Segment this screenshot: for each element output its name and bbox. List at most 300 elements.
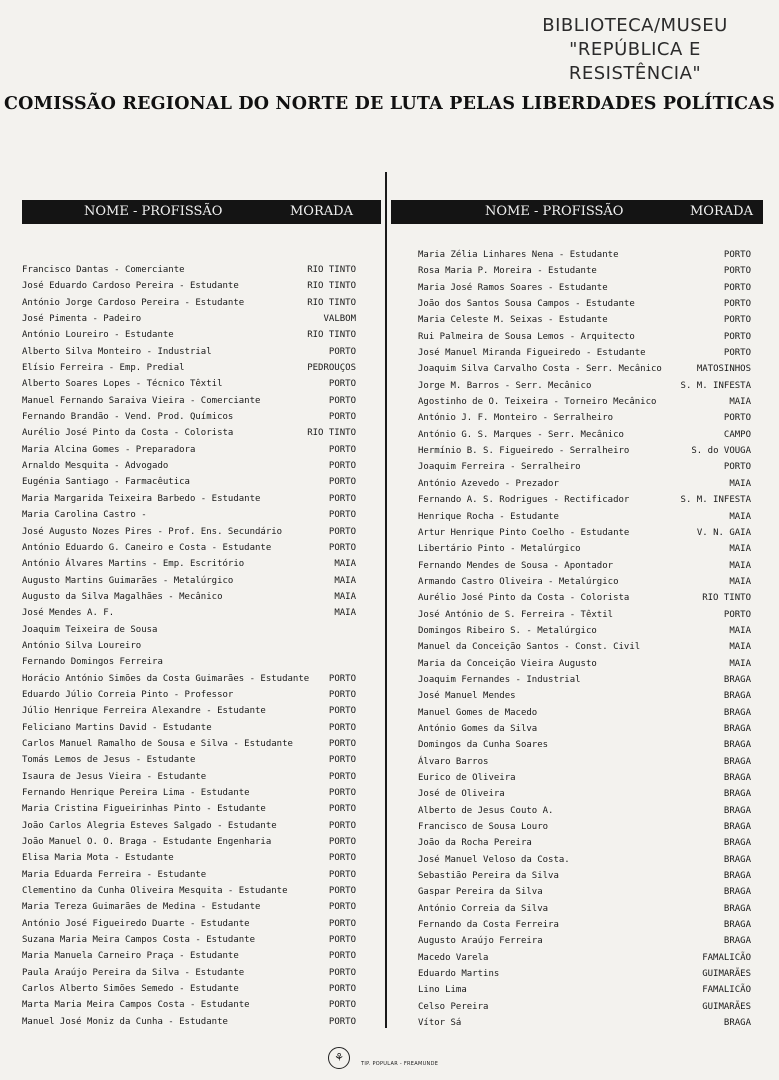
person-address: BRAGA [723, 723, 751, 734]
document-title: COMISSÃO REGIONAL DO NORTE DE LUTA PELAS LIBERDADES POLÍTICAS [4, 94, 775, 114]
person-name-profession: Maria Tereza Guimarães de Medina - Estudante [22, 902, 261, 913]
person-name-profession: Augusto da Silva Magalhães - Mecânico [22, 591, 223, 602]
person-name-profession: Maria Manuela Carneiro Praça - Estudante [22, 951, 239, 962]
list-item [22, 458, 356, 474]
person-name-profession: Agostinho de O. Teixeira - Torneiro Mecânico [418, 397, 657, 408]
list-item [418, 721, 751, 737]
person-name-profession: Manuel José Moniz da Cunha - Estudante [22, 1016, 228, 1027]
list-item [418, 884, 751, 900]
person-name-profession: Lino Lima [418, 985, 467, 996]
person-name-profession: Maria Alcina Gomes - Preparadora [22, 444, 196, 455]
person-name-profession: Manuel da Conceição Santos - Const. Civil [418, 642, 641, 653]
list-item [22, 605, 356, 621]
person-name-profession: Fernando A. S. Rodrigues - Rectificador [418, 495, 630, 506]
person-name-profession: António Azevedo - Prezador [418, 478, 559, 489]
person-address: PORTO [328, 902, 356, 913]
person-address: RIO TINTO [307, 330, 356, 341]
person-address: PORTO [723, 299, 751, 310]
list-item [22, 425, 356, 441]
list-item [418, 509, 751, 525]
person-name-profession: José Pimenta - Padeiro [22, 314, 142, 325]
list-item [418, 607, 751, 623]
list-item [418, 263, 751, 279]
person-address: BRAGA [723, 887, 751, 898]
list-item [418, 1015, 751, 1031]
person-address: PORTO [723, 266, 751, 277]
list-item [22, 622, 356, 638]
person-name-profession: Clementino da Cunha Oliveira Mesquita - Estudante [22, 886, 288, 897]
person-name-profession: Carlos Alberto Simões Semedo - Estudante [22, 984, 239, 995]
person-name-profession: António Silva Loureiro [22, 640, 142, 651]
person-address: PORTO [723, 413, 751, 424]
person-address: MAIA [334, 591, 356, 602]
person-name-profession: Suzana Maria Meira Campos Costa - Estudante [22, 935, 255, 946]
person-name-profession: Rosa Maria P. Moreira - Estudante [418, 266, 597, 277]
person-address: MAIA [729, 544, 751, 555]
person-name-profession: Manuel Gomes de Macedo [418, 707, 538, 718]
list-item [22, 491, 356, 507]
person-name-profession: José Manuel Mendes [418, 691, 516, 702]
list-item [22, 818, 356, 834]
person-address: MAIA [729, 397, 751, 408]
list-item [418, 803, 751, 819]
person-address: PORTO [328, 837, 356, 848]
list-item [22, 474, 356, 490]
person-address: PORTO [328, 771, 356, 782]
person-name-profession: Manuel Fernando Saraiva Vieira - Comerciante [22, 395, 261, 406]
person-address: BRAGA [723, 674, 751, 685]
person-name-profession: Joaquim Teixeira de Sousa [22, 624, 158, 635]
list-item [418, 427, 751, 443]
list-item [22, 507, 356, 523]
person-name-profession: António Correia da Silva [418, 903, 549, 914]
list-item [22, 409, 356, 425]
person-address: BRAGA [723, 854, 751, 865]
person-name-profession: António Loureiro - Estudante [22, 330, 174, 341]
list-item [418, 950, 751, 966]
person-address: RIO TINTO [307, 428, 356, 439]
person-name-profession: António Gomes da Silva [418, 723, 538, 734]
list-item [418, 459, 751, 475]
person-address: BRAGA [723, 773, 751, 783]
list-item [22, 376, 356, 392]
person-address: MAIA [729, 478, 751, 489]
list-item [418, 999, 751, 1015]
person-address: PORTO [723, 348, 751, 359]
person-address: MAIA [334, 559, 356, 570]
right-column-header [391, 200, 763, 224]
person-name-profession: Domingos da Cunha Soares [418, 740, 549, 751]
list-item [418, 312, 751, 328]
list-item [22, 883, 356, 899]
person-address: PORTO [723, 282, 751, 293]
person-name-profession: José António de S. Ferreira - Têxtil [418, 609, 614, 620]
person-name-profession: Joaquim Ferreira - Serralheiro [418, 462, 581, 473]
person-address: PEDROUÇOS [307, 363, 356, 374]
person-address: MATOSINHOS [696, 364, 751, 375]
list-item [22, 1014, 356, 1030]
list-item [418, 492, 751, 508]
list-item [418, 590, 751, 606]
person-address: PORTO [328, 984, 356, 995]
person-address: PORTO [328, 510, 356, 521]
person-address: GUIMARÃES [702, 969, 751, 980]
list-item [22, 344, 356, 360]
list-item [22, 932, 356, 948]
person-name-profession: António Eduardo G. Caneiro e Costa - Estudante [22, 542, 272, 553]
person-address: PORTO [328, 1000, 356, 1011]
person-name-profession: Hermínio B. S. Figueiredo - Serralheiro [418, 446, 630, 457]
person-address: PORTO [328, 1016, 356, 1027]
list-item [22, 769, 356, 785]
list-item [418, 329, 751, 345]
person-address: PORTO [328, 706, 356, 717]
person-name-profession: José de Oliveira [418, 789, 505, 800]
person-name-profession: Maria da Conceição Vieira Augusto [418, 658, 597, 669]
list-item [418, 982, 751, 998]
list-item [418, 754, 751, 770]
list-item [22, 638, 356, 654]
person-name-profession: Eduardo Júlio Correia Pinto - Professor [22, 689, 234, 700]
person-address: PORTO [328, 918, 356, 929]
person-name-profession: José Manuel Veloso da Costa. [418, 854, 570, 865]
person-address: PORTO [328, 951, 356, 962]
person-address: PORTO [723, 250, 751, 260]
person-name-profession: Joaquim Silva Carvalho Costa - Serr. Mecânico [418, 364, 662, 375]
person-name-profession: Francisco de Sousa Louro [418, 822, 549, 833]
person-address: RIO TINTO [307, 281, 356, 292]
person-name-profession: Álvaro Barros [418, 756, 489, 767]
person-address: BRAGA [723, 740, 751, 751]
person-name-profession: Gaspar Pereira da Silva [418, 887, 543, 898]
list-item [22, 850, 356, 866]
list-item [418, 378, 751, 394]
printer-logo-icon: ⚘ [328, 1047, 350, 1069]
person-name-profession: Maria Eduarda Ferreira - Estudante [22, 869, 207, 880]
person-address: V. N. GAIA [696, 527, 751, 538]
list-item [418, 770, 751, 786]
person-name-profession: João Carlos Alegria Esteves Salgado - Estudante [22, 820, 277, 831]
list-item [22, 948, 356, 964]
person-name-profession: Alberto Silva Monteiro - Industrial [22, 346, 212, 357]
person-address: MAIA [729, 560, 751, 571]
person-name-profession: Domingos Ribeiro S. - Metalúrgico [418, 625, 597, 636]
list-item [418, 868, 751, 884]
list-item [418, 656, 751, 672]
person-address: PORTO [328, 788, 356, 798]
person-name-profession: Tomás Lemos de Jesus - Estudante [22, 755, 196, 766]
library-stamp [505, 14, 765, 86]
person-address: PORTO [328, 935, 356, 946]
list-item [22, 671, 356, 687]
person-address: PORTO [723, 315, 751, 326]
address-heading: MORADA [290, 204, 353, 219]
list-item [22, 899, 356, 915]
list-item [22, 752, 356, 768]
person-name-profession: João Manuel O. O. Braga - Estudante Engenharia [22, 837, 272, 848]
person-address: MAIA [334, 608, 356, 619]
list-item [418, 296, 751, 312]
person-name-profession: Júlio Henrique Ferreira Alexandre - Estudante [22, 706, 266, 717]
list-item [22, 981, 356, 997]
list-item [22, 867, 356, 883]
person-name-profession: Eduardo Martins [418, 969, 500, 980]
list-item [22, 295, 356, 311]
person-address: MAIA [334, 575, 356, 586]
person-address: PORTO [328, 673, 356, 684]
person-name-profession: Arnaldo Mesquita - Advogado [22, 461, 169, 472]
person-address: PORTO [328, 526, 356, 537]
list-item [418, 933, 751, 949]
name-profession-heading: NOME - PROFISSÃO [485, 204, 624, 219]
person-name-profession: António Álvares Martins - Emp. Escritório [22, 559, 245, 570]
person-address: MAIA [729, 625, 751, 636]
list-item [418, 835, 751, 851]
list-item [418, 623, 751, 639]
person-address: PORTO [723, 331, 751, 342]
person-name-profession: Horácio António Simões da Costa Guimarães - Estudante [22, 673, 310, 684]
person-name-profession: Maria Celeste M. Seixas - Estudante [418, 315, 608, 326]
person-address: CAMPO [723, 429, 751, 440]
person-name-profession: Sebastião Pereira da Silva [418, 871, 559, 882]
list-item [22, 916, 356, 932]
person-address: PORTO [328, 477, 356, 488]
person-address: S. do VOUGA [691, 446, 751, 457]
printer-credit: TIP. POPULAR - FREAMUNDE [361, 1061, 439, 1067]
person-address: PORTO [328, 444, 356, 455]
person-name-profession: Fernando da Costa Ferreira [418, 920, 559, 931]
person-address: VALBOM [323, 314, 356, 325]
list-item [418, 966, 751, 982]
person-address: PORTO [328, 379, 356, 390]
person-address: PORTO [723, 462, 751, 473]
person-name-profession: António J. F. Monteiro - Serralheiro [418, 413, 614, 424]
person-name-profession: Aurélio José Pinto da Costa - Colorista [22, 428, 234, 439]
list-item [22, 720, 356, 736]
person-name-profession: Eugénia Santiago - Farmacêutica [22, 477, 190, 488]
person-address: BRAGA [723, 789, 751, 800]
person-address: PORTO [328, 804, 356, 815]
person-name-profession: Libertário Pinto - Metalúrgico [418, 544, 581, 555]
left-name-list [22, 262, 356, 1030]
list-item [22, 834, 356, 850]
person-name-profession: Henrique Rocha - Estudante [418, 511, 559, 522]
person-name-profession: Elísio Ferreira - Emp. Predial [22, 363, 185, 374]
person-address [352, 654, 356, 670]
stamp-line-1: BIBLIOTECA/MUSEU [542, 15, 728, 36]
person-address: FAMALICÃO [702, 952, 751, 963]
person-name-profession: Armando Castro Oliveira - Metalúrgico [418, 576, 619, 587]
person-address: PORTO [328, 853, 356, 864]
person-name-profession: Maria Zélia Linhares Nena - Estudante [418, 250, 619, 260]
person-address: GUIMARÃES [702, 1001, 751, 1012]
person-address: BRAGA [723, 871, 751, 882]
list-item [22, 573, 356, 589]
person-address: MAIA [729, 511, 751, 522]
list-item [22, 540, 356, 556]
person-name-profession: Vítor Sá [418, 1018, 462, 1029]
list-item [418, 917, 751, 933]
person-address: PORTO [328, 820, 356, 831]
person-address: BRAGA [723, 822, 751, 833]
person-name-profession: Alberto Soares Lopes - Técnico Têxtil [22, 379, 223, 390]
person-address: PORTO [328, 869, 356, 880]
name-profession-heading: NOME - PROFISSÃO [84, 204, 223, 219]
list-item [22, 393, 356, 409]
person-name-profession: Maria Carolina Castro - [22, 510, 147, 521]
person-address: PORTO [328, 461, 356, 472]
person-name-profession: Macedo Varela [418, 952, 489, 963]
person-name-profession: Fernando Domingos Ferreira [22, 657, 163, 668]
person-address [352, 638, 356, 654]
person-name-profession: Rui Palmeira de Sousa Lemos - Arquitecto [418, 331, 635, 342]
person-address: PORTO [328, 689, 356, 700]
list-item [418, 737, 751, 753]
person-name-profession: Carlos Manuel Ramalho de Sousa e Silva - Estudante [22, 738, 293, 749]
person-address: PORTO [723, 609, 751, 620]
person-name-profession: Maria Margarida Teixeira Barbedo - Estudante [22, 493, 261, 504]
person-name-profession: Feliciano Martins David - Estudante [22, 722, 212, 733]
person-address: PORTO [328, 493, 356, 504]
person-address: PORTO [328, 722, 356, 733]
list-item [22, 311, 356, 327]
person-address: PORTO [328, 542, 356, 553]
list-item [418, 476, 751, 492]
list-item [418, 901, 751, 917]
person-name-profession: Maria Cristina Figueirinhas Pinto - Estudante [22, 804, 266, 815]
person-address: BRAGA [723, 936, 751, 947]
list-item [22, 327, 356, 343]
list-item [418, 394, 751, 410]
person-name-profession: José Manuel Miranda Figueiredo - Estudante [418, 348, 646, 359]
person-address: BRAGA [723, 838, 751, 849]
person-address: BRAGA [723, 805, 751, 816]
person-address: PORTO [328, 738, 356, 749]
person-name-profession: Elisa Maria Mota - Estudante [22, 853, 174, 864]
person-address: BRAGA [723, 903, 751, 914]
list-item [418, 247, 751, 263]
list-item [418, 443, 751, 459]
list-item [22, 965, 356, 981]
person-name-profession: Isaura de Jesus Vieira - Estudante [22, 771, 207, 782]
person-address: PORTO [328, 346, 356, 357]
list-item [22, 703, 356, 719]
left-column-header [22, 200, 381, 224]
person-address: BRAGA [723, 707, 751, 718]
list-item [418, 525, 751, 541]
person-name-profession: João da Rocha Pereira [418, 838, 532, 849]
list-item [22, 442, 356, 458]
person-name-profession: Fernando Brandão - Vend. Prod. Químicos [22, 412, 234, 423]
person-address: MAIA [729, 576, 751, 587]
list-item [418, 345, 751, 361]
list-item [418, 558, 751, 574]
list-item [22, 262, 356, 278]
person-name-profession: Joaquim Fernandes - Industrial [418, 674, 581, 685]
person-name-profession: Alberto de Jesus Couto A. [418, 805, 554, 816]
person-name-profession: António José Figueiredo Duarte - Estudante [22, 918, 250, 929]
list-item [22, 785, 356, 801]
list-item [22, 556, 356, 572]
list-item [418, 705, 751, 721]
person-name-profession: José Mendes A. F. [22, 608, 115, 619]
person-name-profession: António G. S. Marques - Serr. Mecânico [418, 429, 624, 440]
list-item [418, 819, 751, 835]
person-address: RIO TINTO [307, 265, 356, 275]
person-address: RIO TINTO [702, 593, 751, 604]
list-item [418, 541, 751, 557]
list-item [22, 278, 356, 294]
person-address [352, 622, 356, 638]
stamp-line-2: "REPÚBLICA E RESISTÊNCIA" [568, 39, 702, 84]
person-address: BRAGA [723, 920, 751, 931]
person-name-profession: Marta Maria Meira Campos Costa - Estudante [22, 1000, 250, 1011]
person-name-profession: Paula Araújo Pereira da Silva - Estudante [22, 967, 245, 978]
list-item [22, 687, 356, 703]
list-item [22, 589, 356, 605]
list-item [22, 736, 356, 752]
person-name-profession: Fernando Henrique Pereira Lima - Estudante [22, 788, 250, 798]
list-item [418, 688, 751, 704]
person-name-profession: Artur Henrique Pinto Coelho - Estudante [418, 527, 630, 538]
person-name-profession: Celso Pereira [418, 1001, 489, 1012]
person-name-profession: António Jorge Cardoso Pereira - Estudante [22, 297, 245, 308]
person-address: FAMALICÃO [702, 985, 751, 996]
person-name-profession: João dos Santos Sousa Campos - Estudante [418, 299, 635, 310]
list-item [22, 801, 356, 817]
person-address: MAIA [729, 642, 751, 653]
person-name-profession: Jorge M. Barros - Serr. Mecânico [418, 380, 592, 391]
list-item [22, 654, 356, 670]
person-name-profession: Fernando Mendes de Sousa - Apontador [418, 560, 614, 571]
column-divider [385, 172, 387, 1028]
person-address: PORTO [328, 967, 356, 978]
person-address: PORTO [328, 886, 356, 897]
list-item [418, 574, 751, 590]
person-address: PORTO [328, 755, 356, 766]
person-name-profession: Aurélio José Pinto da Costa - Colorista [418, 593, 630, 604]
person-name-profession: Augusto Araújo Ferreira [418, 936, 543, 947]
person-address: S. M. INFESTA [680, 380, 751, 391]
list-item [22, 997, 356, 1013]
list-item [418, 786, 751, 802]
person-address: PORTO [328, 412, 356, 423]
list-item [418, 280, 751, 296]
person-name-profession: Eurico de Oliveira [418, 773, 516, 783]
person-address: MAIA [729, 658, 751, 669]
person-address: RIO TINTO [307, 297, 356, 308]
person-address: S. M. INFESTA [680, 495, 751, 506]
address-heading: MORADA [690, 204, 753, 219]
list-item [418, 410, 751, 426]
person-name-profession: José Eduardo Cardoso Pereira - Estudante [22, 281, 239, 292]
list-item [418, 672, 751, 688]
person-address: BRAGA [723, 1018, 751, 1029]
person-name-profession: Augusto Martins Guimarães - Metalúrgico [22, 575, 234, 586]
person-address: BRAGA [723, 756, 751, 767]
right-name-list [418, 247, 751, 1032]
person-name-profession: Maria José Ramos Soares - Estudante [418, 282, 608, 293]
person-name-profession: José Augusto Nozes Pires - Prof. Ens. Secundário [22, 526, 283, 537]
list-item [418, 852, 751, 868]
person-name-profession: Francisco Dantas - Comerciante [22, 265, 185, 275]
person-address: BRAGA [723, 691, 751, 702]
list-item [22, 360, 356, 376]
list-item [22, 524, 356, 540]
list-item [418, 639, 751, 655]
list-item [418, 361, 751, 377]
person-address: PORTO [328, 395, 356, 406]
